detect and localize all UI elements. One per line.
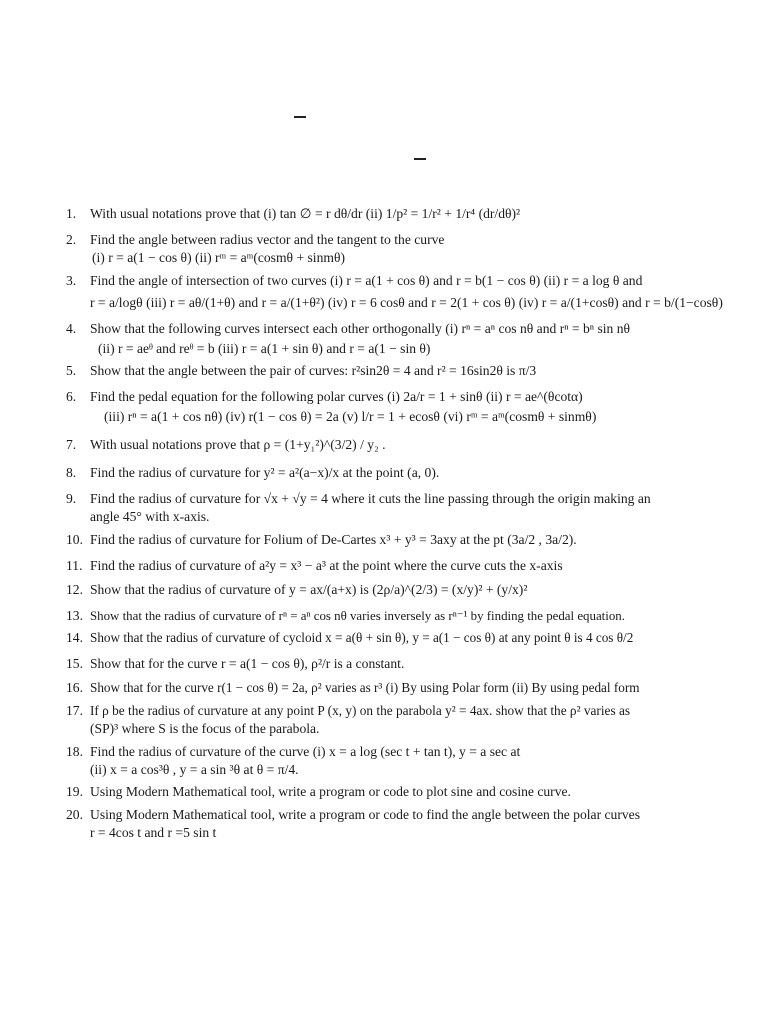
question-text: Show that the radius of curvature of y = ax/(a+x) is (2ρ/a)^(2/3) = (x/y)² + (y/x)² [90,581,528,597]
question-text: Find the radius of curvature for y² = a²(a−x)/x at the point (a, 0). [90,465,440,481]
question-number: 2. [66,232,77,247]
question-item [66,436,706,454]
question-number: 3. [66,272,77,288]
question-number: 13. [66,607,83,623]
question-item [66,581,706,599]
question-text: Find the angle of intersection of two curves (i) r = a(1 + cos θ) and r = b(1 − cos θ) (ii) r = a log θ and [90,272,643,288]
question-text: Show that the radius of curvature of cycloid x = a(θ + sin θ), y = a(1 − cos θ) at any point θ is 4 cos θ/2 [90,630,634,646]
question-text: r = a/logθ (iii) r = aθ/(1+θ) and r = a/(1+θ²) (iv) r = 6 cosθ and r = 2(1 + cos θ) (iv) r = a/(1+cosθ) and r = b/(1−cosθ) [90,294,723,310]
question-item [66,490,706,526]
question-text: angle 45° with x-axis. [90,509,210,525]
question-item [66,679,706,697]
question-item [66,362,706,380]
question-number: 10. [66,531,83,547]
question-item [66,531,706,549]
question-item [66,557,706,575]
question-text: Show that the following curves intersect each other orthogonally (i) rⁿ = aⁿ cos nθ and rⁿ = bⁿ sin nθ [90,320,631,336]
question-text: With usual notations prove that ρ = (1+y₁²)^(3/2) / y₂ . [90,437,386,453]
question-item [66,629,706,647]
question-item [66,702,706,738]
header-dash-mark [294,116,306,118]
question-text: (ii) x = a cos³θ , y = a sin ³θ at θ = π/4. [90,761,299,777]
question-number: 14. [66,630,83,646]
question-number: 20. [66,806,83,822]
question-item [66,806,706,842]
question-text: Find the radius of curvature for √x + √y = 4 where it cuts the line passing through the origin making an [90,491,651,507]
question-text: Show that for the curve r = a(1 − cos θ), ρ²/r is a constant. [90,656,405,672]
question-text: Using Modern Mathematical tool, write a program or code to plot sine and cosine curve. [90,784,571,800]
question-item [66,743,706,779]
question-number: 6. [66,389,77,405]
question-text: Show that for the curve r(1 − cos θ) = 2a, ρ² varies as r³ (i) By using Polar form (ii) By using pedal form [90,680,640,696]
question-list [66,201,723,846]
question-text: Show that the angle between the pair of curves: r²sin2θ = 4 and r² = 16sin2θ is π/3 [90,363,537,379]
question-number: 15. [66,656,83,672]
question-number: 5. [66,363,77,379]
question-number: 9. [66,491,77,507]
question-number: 8. [66,465,77,481]
question-text: Find the angle between radius vector and the tangent to the curve [90,232,445,247]
question-item [66,388,706,426]
question-item [66,231,706,267]
question-text: Show that the radius of curvature of rⁿ = aⁿ cos nθ varies inversely as rⁿ⁻¹ by finding the pedal equation. [90,608,625,623]
question-item [66,607,706,625]
question-text: r = 4cos t and r =5 sin t [90,824,217,840]
question-item [66,272,723,312]
question-item [66,783,706,801]
question-item [66,320,706,358]
question-number: 19. [66,784,83,800]
question-number: 12. [66,581,83,597]
question-text: (iii) rⁿ = a(1 + cos nθ) (iv) r(1 − cos θ) = 2a (v) l/r = 1 + ecosθ (vi) rᵐ = aᵐ(cosmθ + sinmθ) [104,409,597,425]
question-text: Find the radius of curvature for Folium of De-Cartes x³ + y³ = 3axy at the pt (3a/2 , 3a/2). [90,531,577,547]
question-item [66,655,706,673]
question-number: 18. [66,743,83,759]
question-text: Using Modern Mathematical tool, write a program or code to find the angle between the polar curves [90,806,640,822]
question-text: (i) r = a(1 − cos θ) (ii) rᵐ = aᵐ(cosmθ + sinmθ) [92,250,345,265]
question-number: 7. [66,437,77,453]
question-number: 11. [66,557,83,573]
question-text: Find the radius of curvature of a²y = x³ − a³ at the point where the curve cuts the x-axis [90,557,563,573]
question-text: Find the pedal equation for the following polar curves (i) 2a/r = 1 + sinθ (ii) r = ae^(θcotα) [90,389,583,405]
question-item [66,205,706,223]
question-text: With usual notations prove that (i) tan ∅ = r dθ/dr (ii) 1/p² = 1/r² + 1/r⁴ (dr/dθ)² [90,206,521,221]
question-item [66,464,706,482]
question-text: (ii) r = aeᶿ and reᶿ = b (iii) r = a(1 + sin θ) and r = a(1 − sin θ) [98,340,431,356]
question-number: 16. [66,680,83,696]
header-dash-mark [414,158,426,160]
question-number: 17. [66,702,83,718]
question-text: (SP)³ where S is the focus of the parabola. [90,720,320,736]
question-text: Find the radius of curvature of the curve (i) x = a log (sec t + tan t), y = a sec at [90,743,521,759]
question-text: If ρ be the radius of curvature at any point P (x, y) on the parabola y² = 4ax. show that the ρ² varies as [90,702,631,718]
question-number: 4. [66,320,77,336]
question-number: 1. [66,206,77,221]
